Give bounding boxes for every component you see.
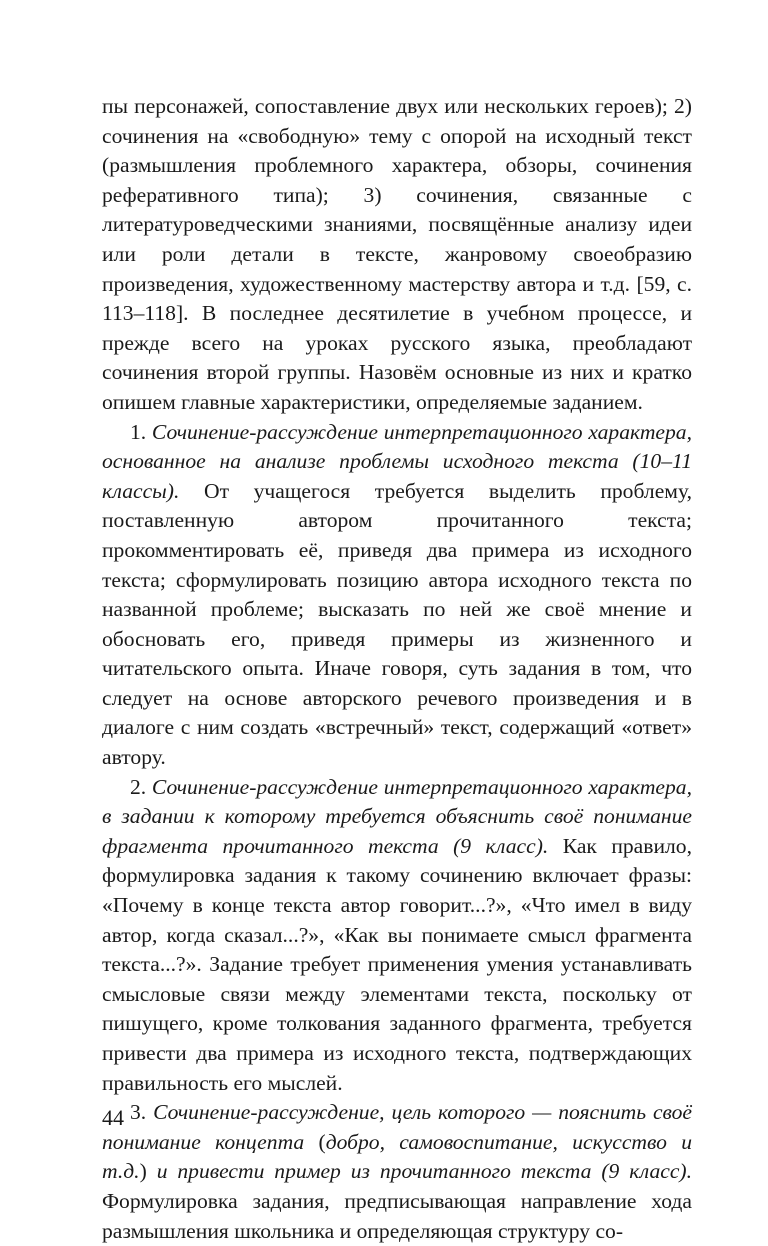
paragraph-3-text: Формулировка задания, предписывающая направление хода размышления школьника и определяющая структуру со- bbox=[102, 1188, 692, 1243]
paragraph-2-number: 2. bbox=[130, 774, 152, 799]
paragraph-3-heading: Сочинение-рассуждение, цель которого — пояснить своё понимание концепта bbox=[102, 1100, 692, 1154]
paragraph-1-text: От учащегося требуется выделить проблему, поставленную автором прочитанного текста; прокомментировать её, приведя два примера из исходного текста; сформулировать позицию автора исходного текста по названной проблеме; высказать по ней же своё мнение и обосновать его, приведя примеры из жизненного и читательского опыта. Иначе говоря, суть задания в том, что следует на основе авторского речевого произведения и в диалоге с ним создать «встречный» текст, содержащий «ответ» автору. bbox=[102, 478, 692, 770]
paragraph-2 bbox=[102, 773, 692, 1099]
paragraph-2-heading: Сочинение-рассуждение интерпретационного характера, в задании к которому требуется объяснить своё понимание фрагмента прочитанного текста (9 класс). bbox=[102, 774, 692, 858]
paragraph-3 bbox=[102, 1098, 692, 1246]
paragraph-3-number: 3. bbox=[130, 1100, 154, 1125]
body-text bbox=[102, 92, 692, 1246]
paragraph-3-heading-end: и привести пример из прочитанного текста (9 класс). bbox=[156, 1159, 692, 1184]
paragraph-0 bbox=[102, 92, 692, 418]
paragraph-1-number: 1. bbox=[130, 419, 152, 444]
paragraph-3-examples: добро, самовоспитание, искусство и т.д. bbox=[102, 1129, 692, 1184]
paragraph-0-text: пы персонажей, сопоставление двух или нескольких героев); 2) сочинения на «свободную» тему с опорой на исходный текст (размышления проблемного характера, обзоры, сочинения реферативного типа); 3) сочинения, связанные с литературоведческими знаниями, посвящённые анализу идеи или роли детали в тексте, жанровому своеобразию произведения, художественному мастерству автора и т.д. [59, с. 113–118]. В последнее десятилетие в учебном процессе, и прежде всего на уроках русского языка, преобладают сочинения второй группы. Назовём основные из них и кратко опишем главные характеристики, определяемые заданием. bbox=[102, 94, 692, 414]
paragraph-3-paren-open: ( bbox=[304, 1129, 326, 1154]
paragraph-3-paren-close: ) bbox=[139, 1159, 157, 1184]
paragraph-1-heading: Сочинение-рассуждение интерпретационного характера, основанное на анализе проблемы исходного текста (10–11 классы). bbox=[102, 419, 692, 503]
page-number: 44 bbox=[102, 1105, 124, 1130]
paragraph-2-text: Как правило, формулировка задания к такому сочинению включает фразы: «Почему в конце текста автор говорит...?», «Что имел в виду автор, когда сказал...?», «Как вы понимаете смысл фрагмента текста...?». Задание требует применения умения устанавливать смысловые связи между элементами текста, поскольку от пишущего, кроме толкования заданного фрагмента, требуется привести два примера из исходного текста, подтверждающих правильность его мыслей. bbox=[102, 833, 692, 1095]
paragraph-1 bbox=[102, 418, 692, 773]
page-body bbox=[102, 92, 692, 1243]
